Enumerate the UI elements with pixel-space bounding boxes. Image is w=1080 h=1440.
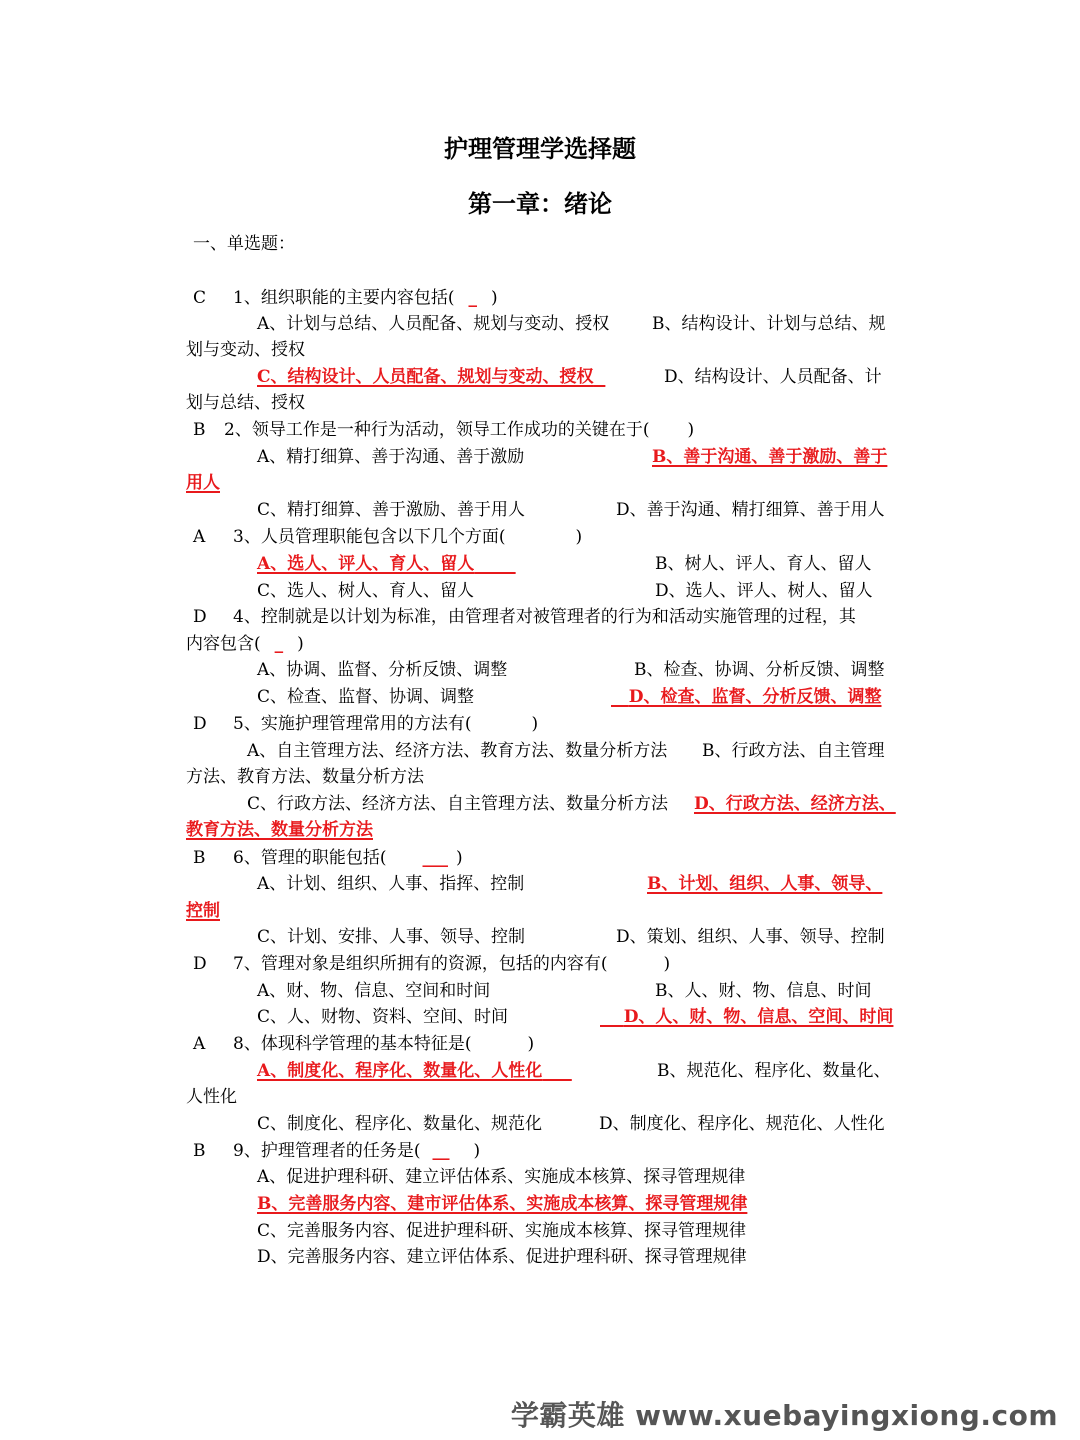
option-b-correct: B、善于沟通、善于激励、善于 — [652, 447, 888, 467]
option-a: A、精打细算、善于沟通、善于激励 — [257, 447, 525, 467]
option-d-correct: D、人、财、物、信息、空间、时间 — [623, 1007, 894, 1027]
answer-key: C — [193, 288, 207, 308]
option-c: C、选人、树人、育人、留人 — [257, 581, 475, 601]
option-a: A、自主管理方法、经济方法、教育方法、数量分析方法 — [247, 741, 668, 761]
watermark: 学霸英雄 www.xuebayingxiong.com — [510, 1399, 1058, 1432]
question-stem: 6、管理的职能包括( ___ ) — [233, 848, 463, 868]
option-c: C、行政方法、经济方法、自主管理方法、数量分析方法 — [247, 794, 669, 814]
option-b: B、结构设计、计划与总结、规 — [652, 314, 886, 334]
answer-key: B — [193, 420, 206, 440]
option-d: D、结构设计、人员配备、计 — [664, 367, 882, 387]
option-d-cont: 划与总结、授权 — [186, 393, 305, 413]
answer-key: D — [193, 714, 207, 734]
option-a: A、财、物、信息、空间和时间 — [257, 981, 491, 1001]
answer-key: D — [193, 954, 207, 974]
option-b-correct: B、计划、组织、人事、领导、 — [647, 874, 883, 894]
answer-key: D — [193, 607, 207, 627]
section-heading: 一、单选题： — [193, 234, 295, 254]
question-stem: 9、护理管理者的任务是( __ ) — [233, 1141, 481, 1161]
answer-key: B — [193, 848, 206, 868]
option-d: D、完善服务内容、建立评估体系、促进护理科研、探寻管理规律 — [257, 1247, 747, 1267]
question-stem: 8、体现科学管理的基本特征是( ) — [233, 1034, 535, 1054]
option-a: A、促进护理科研、建立评估体系、实施成本核算、探寻管理规律 — [257, 1167, 746, 1187]
option-d: D、策划、组织、人事、领导、控制 — [616, 927, 885, 947]
option-b-correct: B、完善服务内容、建市评估体系、实施成本核算、探寻管理规律 — [257, 1194, 748, 1214]
option-b-cont: 方法、教育方法、数量分析方法 — [186, 767, 424, 787]
question-stem: 3、人员管理职能包含以下几个方面( ) — [233, 527, 583, 547]
option-b-cont: 划与变动、授权 — [186, 340, 305, 360]
option-d-correct: D、检查、监督、分析反馈、调整 — [628, 687, 882, 707]
option-b: B、检查、协调、分析反馈、调整 — [634, 660, 885, 680]
option-d: D、选人、评人、树人、留人 — [655, 581, 873, 601]
question-stem: 2、领导工作是一种行为活动，领导工作成功的关键在于( ) — [224, 420, 695, 440]
option-a: A、协调、监督、分析反馈、调整 — [257, 660, 508, 680]
option-b: B、行政方法、自主管理 — [702, 741, 885, 761]
option-a-correct: A、选人、评人、育人、留人 — [257, 554, 475, 574]
question-stem: 5、实施护理管理常用的方法有( ) — [233, 714, 539, 734]
chapter-heading: 第一章：绪论 — [468, 189, 612, 218]
answer-key: A — [193, 1034, 206, 1054]
question-stem: 4、控制就是以计划为标准，由管理者对被管理者的行为和活动实施管理的过程，其 — [233, 607, 856, 627]
option-c-correct: C、结构设计、人员配备、规划与变动、授权 — [257, 367, 594, 387]
question-stem-cont: 内容包含( _ ) — [186, 634, 304, 654]
option-b: B、规范化、程序化、数量化、 — [657, 1061, 891, 1081]
option-b-cont: 人性化 — [186, 1087, 237, 1107]
option-d: D、善于沟通、精打细算、善于用人 — [616, 500, 885, 520]
option-a: A、计划与总结、人员配备、规划与变动、授权 — [257, 314, 610, 334]
question-stem: 1、组织职能的主要内容包括( _ ) — [233, 288, 498, 308]
option-c: C、精打细算、善于激励、善于用人 — [257, 500, 526, 520]
option-c: C、人、财物、资料、空间、时间 — [257, 1007, 509, 1027]
option-a-correct: A、制度化、程序化、数量化、人性化 — [257, 1061, 543, 1081]
option-d-correct: D、行政方法、经济方法、 — [694, 794, 896, 814]
option-b: B、树人、评人、育人、留人 — [655, 554, 872, 574]
answer-key: A — [193, 527, 206, 547]
option-a: A、计划、组织、人事、指挥、控制 — [257, 874, 525, 894]
option-b-correct-cont: 控制 — [186, 901, 220, 921]
option-c: C、计划、安排、人事、领导、控制 — [257, 927, 526, 947]
document-title: 护理管理学选择题 — [444, 134, 636, 163]
option-b-correct-cont: 用人 — [186, 473, 220, 493]
option-c: C、完善服务内容、促进护理科研、实施成本核算、探寻管理规律 — [257, 1221, 747, 1241]
answer-key: B — [193, 1141, 206, 1161]
option-b: B、人、财、物、信息、时间 — [655, 981, 872, 1001]
option-d-correct-cont: 教育方法、数量分析方法 — [186, 820, 373, 840]
question-stem: 7、管理对象是组织所拥有的资源，包括的内容有( ) — [233, 954, 671, 974]
option-d: D、制度化、程序化、规范化、人性化 — [599, 1114, 885, 1134]
option-c: C、检查、监督、协调、调整 — [257, 687, 475, 707]
option-c: C、制度化、程序化、数量化、规范化 — [257, 1114, 543, 1134]
